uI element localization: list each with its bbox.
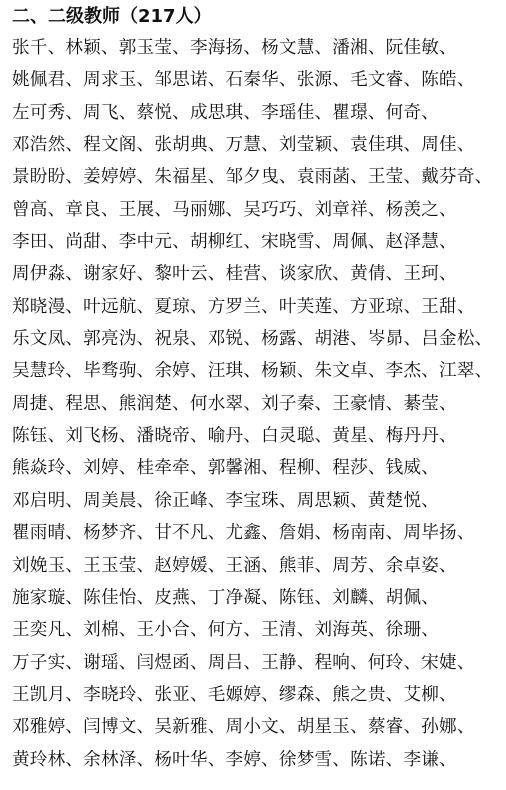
name-list-line: 熊焱玲、刘婷、桂牵牵、郭馨湘、程柳、程莎、钱威、 bbox=[12, 458, 440, 479]
name-list-line: 刘娩玉、王玉莹、赵婷媛、王涵、熊菲、周芳、余卓姿、 bbox=[12, 555, 457, 576]
name-list-line: 姚佩君、周求玉、邹思诺、石秦华、张源、毛文睿、陈皓、 bbox=[12, 70, 475, 91]
name-list-line: 曾高、章良、王展、马丽娜、吴巧巧、刘章祥、杨羡之、 bbox=[12, 199, 457, 220]
name-list-line: 邓浩然、程文阁、张胡典、万慧、刘莹颖、袁佳琪、周佳、 bbox=[12, 135, 475, 156]
name-list-line: 吴慧玲、毕骛驹、余婷、汪琪、杨颖、朱文卓、李杰、江翠、 bbox=[12, 361, 493, 382]
section-heading: 二、二级教师（217人） bbox=[12, 6, 212, 27]
name-list-line: 王凯月、李晓玲、张亚、毛嫄婷、缪森、熊之贵、艾柳、 bbox=[12, 684, 457, 705]
name-list-line: 施家璇、陈佳怡、皮燕、丁净凝、陈钰、刘麟、胡佩、 bbox=[12, 587, 440, 608]
name-list-line: 李田、尚甜、李中元、胡柳红、宋晓雪、周佩、赵泽慧、 bbox=[12, 232, 457, 253]
name-list-line: 万子实、谢瑶、闫煜函、周吕、王静、程响、何玲、宋婕、 bbox=[12, 652, 475, 673]
name-list-line: 黄玲林、余林泽、杨叶华、李婷、徐梦雪、陈诺、李谦、 bbox=[12, 749, 457, 770]
name-list-line: 王奕凡、刘棉、王小合、何方、王清、刘海英、徐珊、 bbox=[12, 620, 440, 641]
name-list-line: 左可秀、周飞、蔡悦、成思琪、李瑶佳、瞿璟、何奇、 bbox=[12, 102, 440, 123]
name-list-line: 周伊淼、谢家好、黎叶云、桂营、谈家欣、黄倩、王珂、 bbox=[12, 264, 457, 285]
name-list-line: 张千、林颖、郭玉莹、李海扬、杨文慧、潘湘、阮佳敏、 bbox=[12, 38, 457, 58]
name-list-line: 周捷、程思、熊润楚、何水翠、刘子秦、王豪情、綦莹、 bbox=[12, 393, 457, 414]
teacher-name-list bbox=[12, 32, 496, 776]
name-list-line: 乐文凤、郭亮沩、祝泉、邓锐、杨露、胡港、岑昴、吕金松、 bbox=[12, 329, 493, 350]
name-list-line: 景盼盼、姜婷婷、朱福星、邹夕曳、袁雨菡、王莹、戴芬奇、 bbox=[12, 167, 493, 188]
name-list-line: 瞿雨晴、杨梦齐、甘不凡、尤鑫、詹娟、杨南南、周毕扬、 bbox=[12, 523, 475, 544]
name-list-line: 郑晓漫、叶远航、夏琼、方罗兰、叶芙莲、方亚琼、王甜、 bbox=[12, 296, 475, 317]
name-list-line: 陈钰、刘飞杨、潘晓帝、喻丹、白灵聪、黄星、梅丹丹、 bbox=[12, 426, 457, 447]
name-list-line: 邓雅婷、闫博文、吴新雅、周小文、胡星玉、蔡睿、孙娜、 bbox=[12, 717, 475, 738]
name-list-line: 邓启明、周美晨、徐正峰、李宝珠、周思颖、黄楚悦、 bbox=[12, 490, 440, 511]
